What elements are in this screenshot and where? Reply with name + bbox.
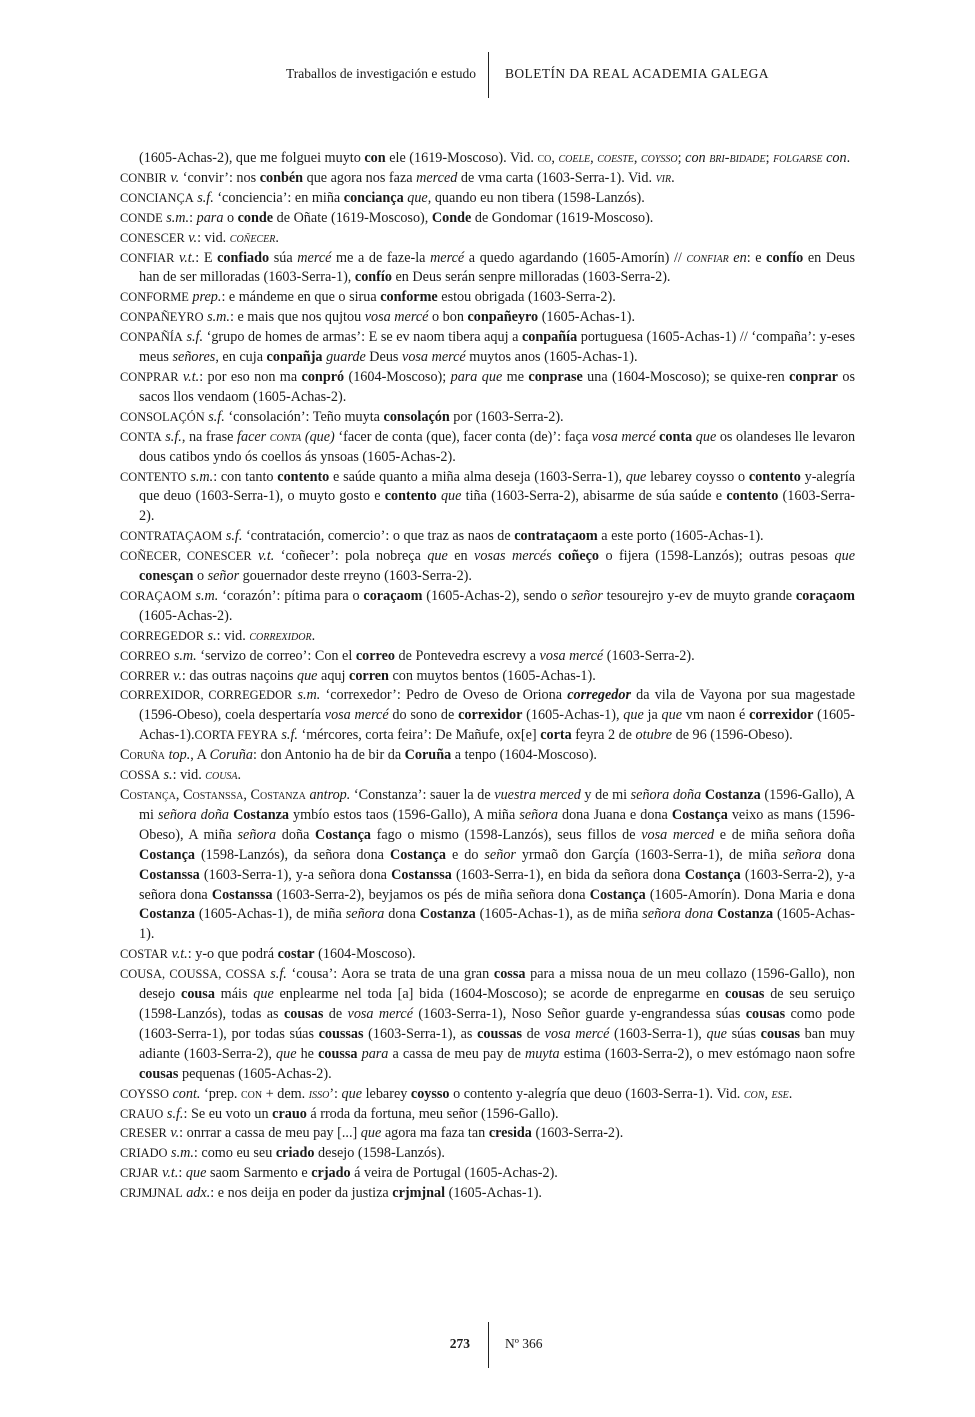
dictionary-entry: COYSSO cont. ‘prep. con + dem. isso’: que lebarey coysso o contento y-alegría que deuo (1603-Serra-1). Vid. con, ese.: [120, 1085, 793, 1102]
dictionary-entry: CONTA s.f., na frase facer conta (que) ‘facer de conta (que), facer conta (de)’: faça vosa mercé conta que os olandeses lle levaron dous catibos yndo ós coellos ás ynsoas (1605-Achas-2).: [120, 428, 856, 465]
dictionary-entry: CONPRAR v.t.: por eso non ma conpró (1604-Moscoso); para que me conprase una (1604-Moscoso); se quixe-ren conprar os sacos llos vendaom (1605-Achas-2).: [120, 368, 855, 405]
dictionary-entries: [120, 149, 855, 1204]
dictionary-entry: CRJMJNAL adx.: e nos deija en poder da justiza crjmjnal (1605-Achas-1).: [120, 1185, 542, 1202]
running-header-journal: BOLETÍN DA REAL ACADEMIA GALEGA: [505, 66, 769, 81]
dictionary-entry: COÑECER, CONESCER v.t. ‘coñecer’: pola nobreça que en vosas mercés coñeço o fijera (1598-Lanzós); outras pesoas que conesçan o señor gouernador deste rreyno (1603-Serra-2).: [120, 548, 855, 585]
dictionary-entry: CONESCER v.: vid. coñecer.: [120, 229, 279, 246]
dictionary-entry: (1605-Achas-2), que me folguei muyto con ele (1619-Moscoso). Vid. co, coele, coeste, coysso; con bri-bidade; folgarse con.: [139, 150, 851, 166]
dictionary-entry: COSTAR v.t.: y-o que podrá costar (1604-Moscoso).: [120, 946, 416, 963]
dictionary-entry: CONBIR v. ‘convir’: nos conbén que agora nos faza merced de vma carta (1603-Serra-1). Vid. vir.: [120, 169, 675, 186]
dictionary-entry: CONPAÑÍA s.f. ‘grupo de homes de armas’: E se ev naom tibera aquj a conpañía portuguesa (1605-Achas-1) // ‘compaña’: y-eses meus señores, en cuja conpañja guarde Deus vosa mercé muytos anos (1605-Achas-1).: [120, 329, 856, 366]
dictionary-entry: Coruña top., A Coruña: don Antonio ha de bir da Coruña a tenpo (1604-Moscoso).: [120, 747, 597, 764]
dictionary-entry: CRIADO s.m.: como eu seu criado desejo (1598-Lanzós).: [120, 1145, 445, 1162]
dictionary-entry: CRESER v.: onrrar a cassa de meu pay [...] que agora ma faza tan cresida (1603-Serra-2).: [120, 1125, 624, 1142]
dictionary-entry: CONTRATAÇAOM s.f. ‘contratación, comercio’: o que traz as naos de contrataçaom a este porto (1605-Achas-1).: [120, 528, 764, 545]
dictionary-entry: CORREO s.m. ‘servizo de correo’: Con el correo de Pontevedra escrevy a vosa mercé (1603-Serra-2).: [120, 647, 695, 664]
dictionary-entry: CORREGEDOR s.: vid. correxidor.: [120, 627, 316, 644]
dictionary-entry: CONSOLAÇÓN s.f. ‘consolación’: Teño muyta consolaçón por (1603-Serra-2).: [120, 408, 564, 425]
dictionary-entry: CONDE s.m.: para o conde de Oñate (1619-Moscoso), Conde de Gondomar (1619-Moscoso).: [120, 209, 654, 226]
dictionary-entry: CORAÇAOM s.m. ‘corazón’: pítima para o coraçaom (1605-Achas-2), sendo o señor tesourejro y-ev de muyto grande coraçaom (1605-Achas-2).: [120, 587, 855, 624]
page-number: 273: [449, 1336, 470, 1351]
header-divider: [488, 52, 489, 98]
dictionary-entry: CRAUO s.f.: Se eu voto un crauo á rroda da fortuna, meu señor (1596-Gallo).: [120, 1105, 559, 1122]
dictionary-entry: CORRER v.: das outras naçoins que aquj corren con muytos bentos (1605-Achas-1).: [120, 667, 596, 684]
dictionary-entry: CRJAR v.t.: que saom Sarmento e crjado á veira de Portugal (1605-Achas-2).: [120, 1165, 558, 1182]
dictionary-entry: CONFORME prep.: e mándeme en que o sirua conforme estou obrigada (1603-Serra-2).: [120, 289, 616, 306]
dictionary-entry: CORREXIDOR, CORREGEDOR s.m. ‘correxedor’: Pedro de Oveso de Oriona corregedor da vila de Vayona por sua magestade (1596-Obeso), coela despertaría vosa mercé do sono de correxidor (1605-Achas-1), que ja que vm naon é correxidor (1605-Achas-1).CORTA FEYRA s.f. ‘mércores, corta feira’: De Mañufe, ox[e] corta feyra 2 de otubre de 96 (1596-Obeso).: [120, 687, 856, 744]
footer-divider: [488, 1322, 489, 1368]
dictionary-entry: Costança, Costanssa, Costanza antrop. ‘Constanza’: sauer la de vuestra merced y de mi señora doña Costanza (1596-Gallo), A mi señora doña Costanza ymbío estos taos (1596-Gallo), A miña señora dona Juana e dona Costança veixo as mans (1596-Obeso), A miña señora doña Costança fago o mismo (1598-Lanzós), seus fillos de vosa merced e de miña señora doña Costança (1598-Lanzós), da señora dona Costança e do señor yrmaõ don Garçía (1603-Serra-1), de miña señora dona Costanssa (1603-Serra-1), y-a señora dona Costanssa (1603-Serra-1), en bida da señora dona Costança (1603-Serra-2), y-a señora dona Costanssa (1603-Serra-2), beyjamos os pés de miña señora dona Costança (1605-Amorín). Dona Maria e dona Costanza (1605-Achas-1), de miña señora dona Costanza (1605-Achas-1), as de miña señora dona Costanza (1605-Achas-1).: [120, 787, 856, 943]
dictionary-entry: COSSA s.: vid. cousa.: [120, 767, 242, 784]
dictionary-entry: COUSA, COUSSA, COSSA s.f. ‘cousa’: Aora se trata de una gran cossa para a missa noua de un meu collazo (1596-Gallo), non desejo cousa máis que enplearme nel toda [a] bida (1604-Moscoso); se acorde de enpregarme en cousas de seu seruiço (1598-Lanzós), todas as cousas de vosa mercé (1603-Serra-1), Noso Señor guarde y-engrandessa súas cousas como pode (1603-Serra-1), por todas súas coussas (1603-Serra-1), as coussas de vosa mercé (1603-Serra-1), que súas cousas ban muy adiante (1603-Serra-2), que he coussa para a cassa de meu pay de muyta estima (1603-Serra-2), o mev estómago naon sofre cousas pequenas (1605-Achas-2).: [120, 966, 856, 1082]
issue-number: Nº 366: [505, 1336, 543, 1351]
running-header-section: Traballos de investigación e estudo: [286, 66, 476, 81]
dictionary-entry: CONCIANÇA s.f. ‘conciencia’: en miña conciança que, quando eu non tibera (1598-Lanzós).: [120, 189, 645, 206]
dictionary-entry: CONTENTO s.m.: con tanto contento e saúde quanto a miña alma deseja (1603-Serra-1), que lebarey coysso o contento y-alegría que deuo (1603-Serra-1), o muyto gosto e contento que tiña (1603-Serra-2), abisarme de súa saúde e contento (1603-Serra-2).: [120, 468, 856, 525]
dictionary-entry: CONFIAR v.t.: E confiado súa mercé me a de faze-la mercé a quedo agardando (1605-Amorín) // confiar en: e confío en Deus han de ser milloradas (1603-Serra-1), confío en Deus serán senpre milloradas (1603-Serra-2).: [120, 249, 855, 286]
dictionary-entry: CONPAÑEYRO s.m.: e mais que nos qujtou vosa mercé o bon conpañeyro (1605-Achas-1).: [120, 309, 636, 326]
